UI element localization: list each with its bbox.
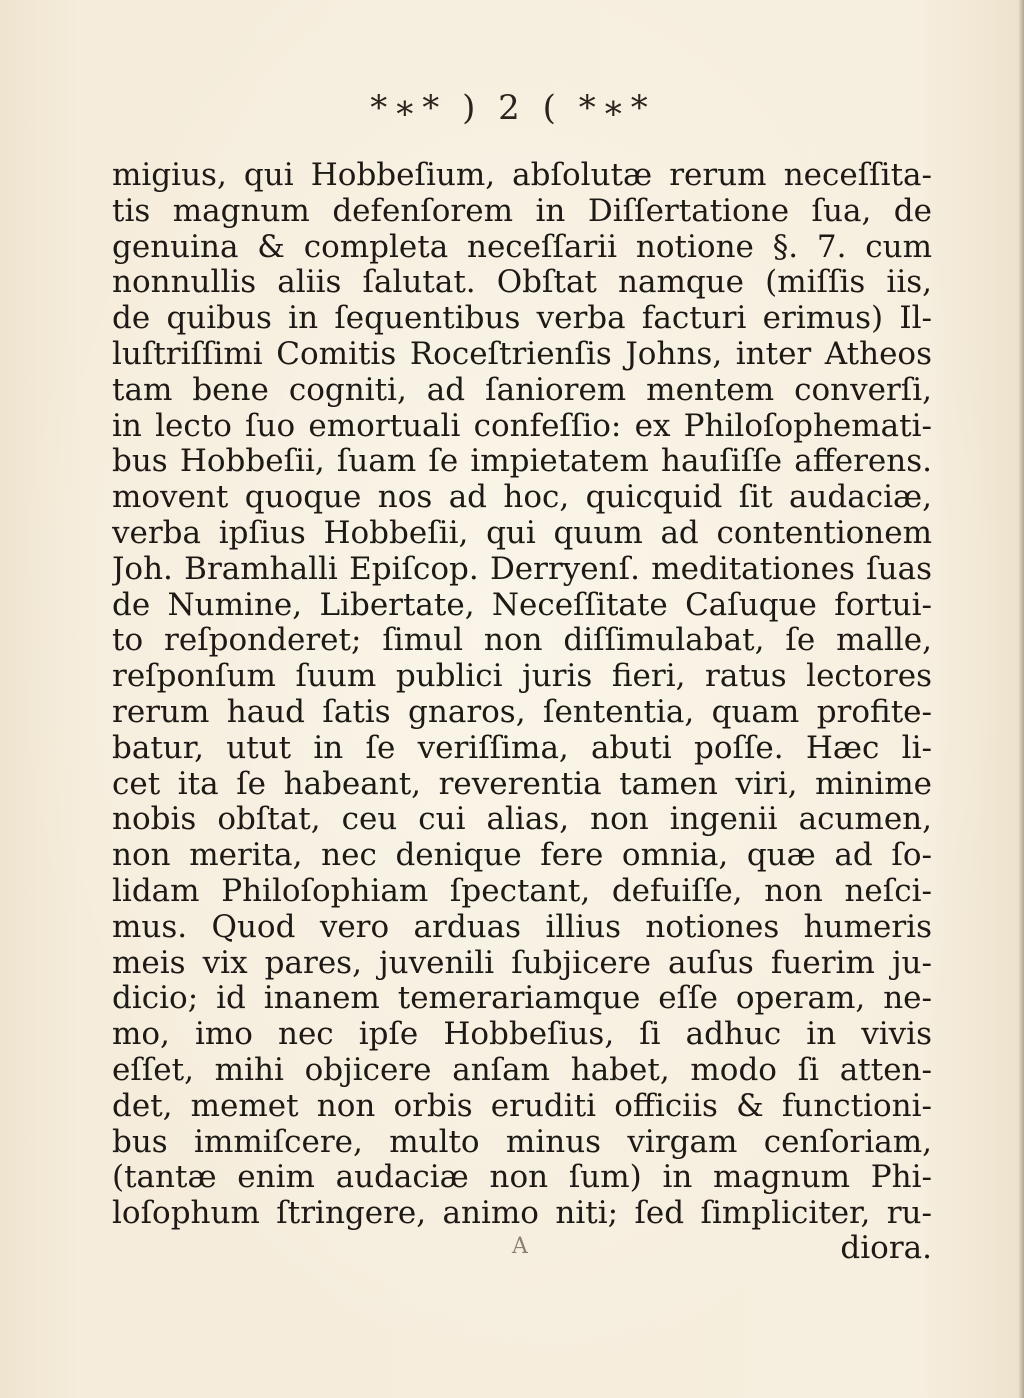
text-line: movent quoque nos ad hoc, quicquid ſit audaciæ, bbox=[112, 480, 932, 516]
text-line: meis vix pares, juvenili ſubjicere auſus fuerim ju- bbox=[112, 945, 932, 981]
text-line: Joh. Bramhalli Epiſcop. Derryenſ. meditationes ſuas bbox=[112, 551, 932, 587]
text-line: migius, qui Hobbeſium, abſolutæ rerum neceſſita- bbox=[112, 158, 932, 193]
text-line: to reſponderet; ſimul non diſſimulabat, ſe malle, bbox=[112, 623, 932, 659]
text-line: lidam Philoſophiam ſpectant, defuiſſe, non neſci- bbox=[112, 873, 932, 909]
text-line: nonnullis aliis ſalutat. Obſtat namque (miſſis iis, bbox=[112, 265, 932, 301]
text-line: de quibus in ſequentibus verba facturi erimus) Il- bbox=[112, 301, 932, 337]
text-line: dicio; id inanem temerariamque eſſe operam, ne- bbox=[112, 981, 932, 1017]
text-line: non merita, nec denique fere omnia, quæ ad ſo- bbox=[112, 838, 932, 874]
text-line: rerum haud ſatis gnaros, ſententia, quam profite- bbox=[112, 694, 932, 730]
body-text bbox=[112, 158, 932, 1232]
page-edge-shadow bbox=[1018, 0, 1024, 1398]
text-line: mo, imo nec ipſe Hobbeſius, ſi adhuc in vivis bbox=[112, 1017, 932, 1053]
text-line: det, memet non orbis eruditi officiis & functioni- bbox=[112, 1088, 932, 1124]
text-line: bus immiſcere, multo minus virgam cenſoriam, bbox=[112, 1124, 932, 1160]
signature-mark: A bbox=[512, 1234, 528, 1259]
text-line: mus. Quod vero arduas illius notiones humeris bbox=[112, 909, 932, 945]
text-line: loſophum ſtringere, animo niti; ſed ſimpliciter, ru- bbox=[112, 1196, 932, 1232]
text-line: luſtriſſimi Comitis Roceſtrienſis Johns, inter Atheos bbox=[112, 336, 932, 372]
text-line: eſſet, mihi objicere anſam habet, modo ſi atten- bbox=[112, 1052, 932, 1088]
text-line: de Numine, Libertate, Neceſſitate Caſuque fortui- bbox=[112, 587, 932, 623]
text-line: bus Hobbeſii, ſuam ſe impietatem hauſiſſe afferens. bbox=[112, 444, 932, 480]
text-line: (tantæ enim audaciæ non ſum) in magnum Phi- bbox=[112, 1160, 932, 1196]
catchword: diora. bbox=[840, 1230, 932, 1266]
text-line: nobis obſtat, ceu cui alias, non ingenii acumen, bbox=[112, 802, 932, 838]
text-line: batur, utut in ſe veriſſima, abuti poſſe. Hæc li- bbox=[112, 730, 932, 766]
text-line: cet ita ſe habeant, reverentia tamen viri, minime bbox=[112, 766, 932, 802]
text-line: tam bene cogniti, ad ſaniorem mentem converſi, bbox=[112, 372, 932, 408]
text-line: verba ipſius Hobbeſii, qui quum ad contentionem bbox=[112, 515, 932, 551]
page-footer bbox=[112, 1230, 932, 1270]
text-line: in lecto ſuo emortuali confeſſio: ex Philoſophemati- bbox=[112, 408, 932, 444]
text-line: reſponſum ſuum publici juris fieri, ratus lectores bbox=[112, 659, 932, 695]
page-header-page-number: *∗* ) 2 ( *∗* bbox=[370, 88, 654, 128]
text-line: tis magnum defenſorem in Diſſertatione ſua, de bbox=[112, 193, 932, 229]
text-line: genuina & completa neceſſarii notione §. 7. cum bbox=[112, 229, 932, 265]
